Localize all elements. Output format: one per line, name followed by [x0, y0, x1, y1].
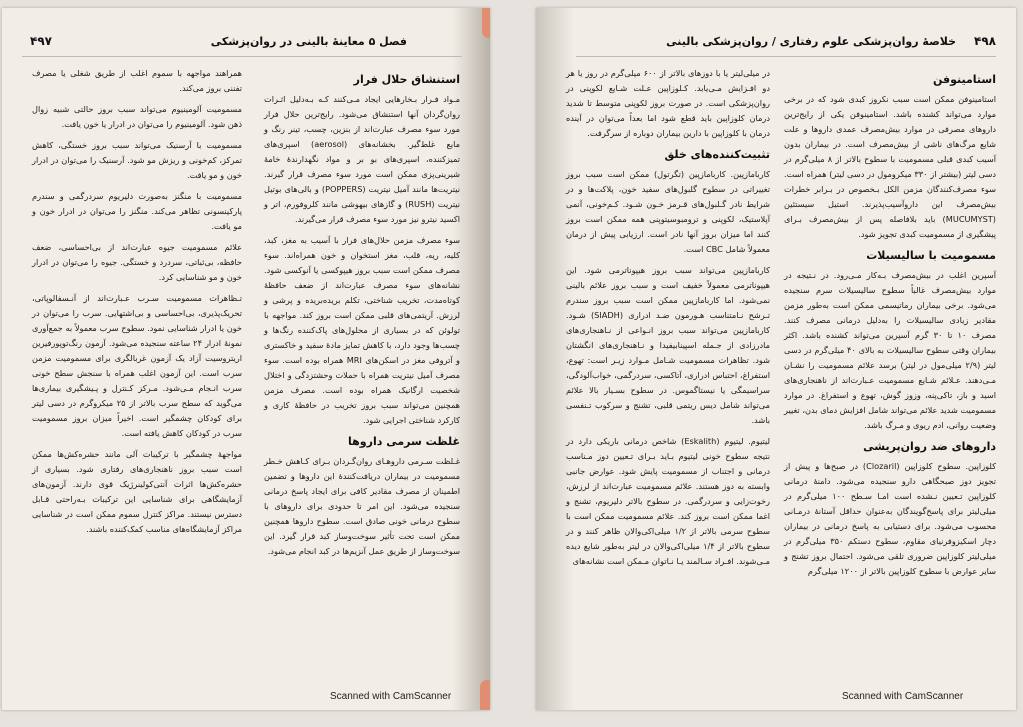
left-page-left-col-paragraph: مسمومیت با آرسنیک می‌تواند سبب بروز خستگی، کاهش تمرکز، کم‌خونی و ریزش مو شود. آرسنیک را می‌توان در ادرار خون و مو یافت.	[32, 140, 242, 180]
left-page-right-col-paragraph: سوء مصرف مزمن حلال‌های فرار با آسیب به مغز، کبد، کلیه، ریه، قلب، مغز استخوان و خون همراه‌اند. سوء مصرف ممکن است سبب بروز هیپوکسی یا آنوکسی شود. نشانه‌های سوء مصرف عبارت‌اند از ضعف حافظهٔ کوتاه‌مدت، تخریب شناختی، تکلم بریده‌بریده و پرشی و لرزش. آریتمی‌های قلبی ممکن است بروز کند. مواجهه با تولوئن که در بسیاری از محلول‌های پاک‌کننده رنگ‌ها و چسب‌ها وجود دارد، با کاهش تمایز مادهٔ سفید و خاکستری و آتروفی مغز در اسکن‌های MRI همراه بوده است. سوء مصرف آمیل نیتریت همراه با حملات وحشتزدگی و اختلال شخصیت ارگانیک همراه بوده است. مصرف مزمن همچنین می‌تواند سبب بروز تخریب در حافظهٔ کاری و کارکرد شناختی اجرایی شود.	[264, 235, 460, 425]
left-book-page	[2, 8, 490, 710]
right-page-right-col-heading: مسمومیت با سالیسیلات	[866, 249, 996, 262]
right-page-header	[576, 34, 996, 54]
left-page-right-col-paragraph: غـلظت سـرمی داروهـای روان‌گـردان بـرای کـاهش خـطر مسمومیت در بیماران دریافت‌کنندهٔ این داروها و تضمین اطمینان از مصرف مقادیر کافی برای ایجاد پاسخ درمانی سنجیده می‌شود. این امر تا حدودی برای داروهای با سطوح درمانی خونی صادق است. سطوح داروها همچنین ممکن است تحت تأثیر سوخت‌وساز کبد قرار گیرد. این سوخت‌وساز از طریق عمل آنزیم‌ها در کبد انجام می‌شود.	[264, 456, 460, 556]
left-page-right-col-heading: استنشاق حلال فرار	[353, 73, 460, 86]
right-page-right-col-paragraph: کلوزاپین. سطوح کلوزاپین (Clozaril) در صبح‌ها و پیش از تجویز دوز صبحگاهی دارو سنجیده می‌شود. دامنهٔ درمانی کلوزاپین تـعیین نـشده است امـا سـطح ۱۰۰ میلی‌گرم در میلی‌لیتر برای پاسخ‌گویندگان به‌عنوان حداقل آستانهٔ درمـانی محسوب می‌شود. برای دستیابی به پاسخ درمانی در بیماران دچار اسکیزوفرنیای مقاوم، سطوح دستکم ۳۵۰ میلی‌گرم در میلی‌لیتر کلوزاپین ضروری تلقی می‌شود. احتمال بروز تشنج و سایر عوارض با سطوح کلوزاپین بالاتر از ۱۲۰۰ میلی‌گرم	[784, 461, 997, 576]
left-page-left-column	[32, 66, 242, 543]
scanner-watermark-right: Scanned with CamScanner	[842, 691, 964, 702]
right-page-right-col-paragraph: استامینوفن ممکن است سبب نکروز کبدی شود که در برخی موارد می‌تواند کشنده باشد. استامینوفن یکی از رایج‌ترین داروهای مصرفی در موارد بیش‌مصرف عمدی داروها و علت شایع مرگ‌های ناشی از بیش‌مصرف است. در بیماران بدون آسیب کبدی قبلی مسمومیت با سطوح بالاتر از ۸ میلی‌گرم در دسی لیتر (بیشتر از ۳۳۰ میکرومول در دسی لیتر) همراه است. سوء مصرف‌کنندگان مزمن الکل بـخصوص در بـرابر خطرات بیش‌مصرف این داروآسیب‌پذیرند. استیل سیستئین (MUCUMYST) باید بلافاصله پس از بیش‌مصرف بـرای پیشگیری از مسمومیت کبدی تجویز شود.	[784, 94, 996, 239]
left-page-number: ۴۹۷	[30, 34, 52, 48]
right-page-left-col-paragraph: کاربامازپین می‌تواند سبب بروز هیپوناترمی شود. این هیپوناترمی معمولاً خفیف است و سبب بروز علائم بالینی نمی‌شود. اما کاربامازپین ممکن است سبب بروز سندرم تـرشح نـامتناسب هـورمون ضـد ادراری (SIADH) شـود. کاربامازپین می‌تواند سبب بروز انـواعی از نـاهنجاری‌های مادرزادی از جـمله اسپینابیفیدا و نـاهنجاری‌های انگشتان شود. تظاهرات مسمومیت شـامل مـوارد زیـر است: تهوع، استفراغ، احتباس ادراری، آتاکسی، سردرگمی، خواب‌آلودگی، سراسیمگی یا نیستاگموس. در سطوح بسـیار بالا علائم می‌تواند شامل دیس ریتمی قلبی، تشنج و سرکوب تـنفسی باشد.	[566, 265, 770, 425]
left-page-left-col-paragraph: مسمومیت آلومینیوم می‌تواند سبب بروز حالتی شبیه زوال ذهن شود. آلومینیوم را می‌توان در ادرار یا خون یافت.	[32, 104, 242, 129]
left-page-left-col-paragraph: همراهند مواجهه با سموم اغلب از طریق شغلی یا مصرف تفننی بروز می‌کند.	[32, 68, 242, 93]
left-page-right-col-heading: غلظت سرمی داروها	[348, 435, 460, 448]
left-page-left-col-paragraph: علائم مسمومیت جیوه عبارت‌اند از بی‌احساسی، ضعف حافظه، بی‌ثباتی، سردرد و خستگی. جیوه را می‌توان در ادرار خون و مو شناسایی کرد.	[32, 242, 242, 282]
right-running-title: خلاصهٔ روان‌پزشکی علوم رفتاری / روان‌پزشکی بالینی	[666, 35, 956, 48]
left-running-title: فصل ۵ معاینهٔ بالینی در روان‌پزشکی	[210, 35, 407, 48]
left-page-left-col-paragraph: تـظاهرات مسمومیت سـرب عـبارت‌اند از آنـسفالوپاتی، تحریک‌پذیری، بی‌احساسی و بی‌اشتهایی. سرب را می‌توان در خون یا ادرار شناسایی نمود. سطوح سرب معمولاً به جمع‌آوری نمونهٔ ادرار ۲۴ ساعته سنجیده می‌شود. آزمون رنگ‌توپورفیرین اریتروسیت آزاد یک آزمون غربالگری برای مسمومیت مزمن سرب است. این آزمون اغلب همراه با سنجش سطح خونی سرب انـجام مـی‌شود. مـرکز کـنترل و پـیشگیری بیماری‌ها می‌گوید که سطح سرب بالاتر از ۲۵ میکروگرم در دسی لیتر برای کودکان چشمگیر است. اخیراً میزان بروز مسمومیت سرب در کودکان کاهش یافته است.	[32, 293, 242, 438]
right-page-left-col-paragraph: در میلی‌لیتر یا با دوزهای بالاتر از ۶۰۰ میلی‌گرم در روز یا هر دو افـزایش مـی‌یابد. کـلوزاپین عـلت شـایع لکوپنی در روان‌پزشکی است. در صورت بروز لکوپنی متوسط تا شدید درمان کلوزاپین باید قطع شود اما بعداً می‌توان در آینده درمان با کلوزاپین با دارین بیماران دوباره از سرگرفت.	[566, 68, 770, 138]
right-header-rule	[576, 56, 996, 57]
left-page-right-column	[264, 66, 460, 565]
left-page-header	[22, 34, 462, 54]
right-page-left-column	[566, 66, 770, 575]
right-page-left-col-paragraph: لیتیوم. لیتیوم (Eskalith) شاخص درمانی باریکی دارد در نتیجه سطوح خونی لیتیوم بـاید بـرای تـعیین دوز مـناسب درمانی و اجتناب از مسمومیت پایش شود. عوارض جانبی وابسته به دوز هستند. علائم مسمومیت عبارت‌اند از لرزش، رخوت‌زایی و سردرگمی. در سطوح بالاتر دلیریوم، تشنج و اغما ممکن است بروز کند. علائم مسمومیت ممکن است با سطوح سرمی بالاتر از ۱/۲ میلی‌اکی‌والان ظاهر کنند و در سطوح بالاتر از ۱/۴ میلی‌اکی‌والان در لیتر به‌طور شایع دیده مـی‌شوند. افـراد سـالمند یـا نـاتوان مـمکن است نشانه‌های	[566, 436, 770, 566]
right-page-left-col-heading: تثبیت‌کننده‌های خلق	[664, 148, 770, 161]
right-page-right-col-paragraph: آسپرین اغلب در بیش‌مصرف بـه‌کار مـی‌رود. در نـتیجه در موارد بیش‌مصرف غالباً سطوح سالیسیلات سرم سنجیده می‌شود. برخی بیماران رماتیسمی ممکن است به‌طور مزمن مقادیر زیادی سالیسیلات را به‌دلیل درمانی مصرف کنند. مصرف ۱۰ تا ۳۰ گرم آسپرین می‌تواند کشنده باشد. اکثر بیماران وقتی سطوح سالیسیلات به بالای ۴۰ میلی‌گرم در دسی لیتر (۲/۹ میلی‌مول در لیتر) برسد علائم مسمومیت را نشـان مـی‌دهند. عـلائم شـایع مسمومیت عـبارت‌اند از ناهنجاری‌های اسید و باز، تاکی‌پنه، وزوز گوش، تهوع و استفراغ. در موارد مسمومیت شدید علائم می‌تواند شامل افزایش دمای بدن، تغییر وضعیت روانی، ادم ریوی و مـرگ باشد.	[784, 270, 996, 430]
right-page-right-col-heading: داروهای ضد روان‌پریشی	[863, 440, 996, 453]
left-page-left-col-paragraph: مواجههٔ چشمگیر با ترکیبات آلی مانند حشره‌کش‌ها ممکن است سبب بروز ناهنجاری‌های رفتاری شود. بسیاری از حشره‌کش‌ها اثرات آنتی‌کولینرژیک قوی دارند. آزمون‌های آزمایشگاهی برای شناسایی این ترکیبات بـه‌راحتی قـابل دسترس نیستند. مراکز کنترل سموم ممکن است در شناسایی مراکز آزمایشگاه‌های مناسب کمک‌کننده باشند.	[32, 449, 242, 534]
right-book-page	[536, 8, 1016, 710]
left-page-left-col-paragraph: مسمومیت با منگنز به‌صورت دلیریوم سردرگمی و سندرم پارکینسونی تظاهر می‌کند. منگنز را می‌توان در ادرار خون و مو یافت.	[32, 191, 242, 231]
left-page-right-col-paragraph: مـواد فـرار بـخارهایی ایجاد مـی‌کنند کـه بـه‌دلیل اثـرات روان‌گردان آنها استنشاق می‌شود. رایج‌ترین حلال فرار مورد سوء مصرف عبارت‌اند از بنزین، چسب، تینر رنگ و مایع غلط‌گیر. بخشانه‌های (aerosol) اسپری‌های تمیزکننده، اسپری‌های بو بر و مواد نگهدارندهٔ خامهٔ شیرینی‌پزی ممکن است مورد سوء مصرف قرار گیرند. نیتریت‌ها مانند آمیل نیتریت (POPPERS) و بالی‌های بوتیل نیتریت (RUSH) و گازهای بیهوشی مانند کلروفورم، اتر و اکسید نیترو نیز مورد سوء مصرف قرار می‌گیرند.	[264, 94, 460, 224]
right-page-left-col-paragraph: کاربامازپین. کاربامازپین (تگرتول) ممکن است سبب بروز تغییراتی در سطوح گلبول‌های سفید خون، پلاکت‌ها و در شرایط نادر گـلبول‌های قـرمز خـون شـود. کـم‌خونی، آنمی آپلاستیک، لکوپنی و ترومبوسیتوپنی همه ممکن است بروز کنند اما میزان بروز آنها نادر است. ارزیابی پیش از درمان معمولاً شامل CBC است.	[566, 169, 770, 254]
thumb-top-left	[482, 8, 490, 38]
right-page-right-column	[784, 66, 996, 585]
left-header-rule	[22, 56, 462, 57]
right-page-right-col-heading: استامینوفن	[933, 73, 996, 86]
scanner-watermark-left: Scanned with CamScanner	[330, 691, 452, 702]
thumb-bottom-left	[480, 680, 490, 710]
right-page-number: ۴۹۸	[974, 34, 996, 48]
